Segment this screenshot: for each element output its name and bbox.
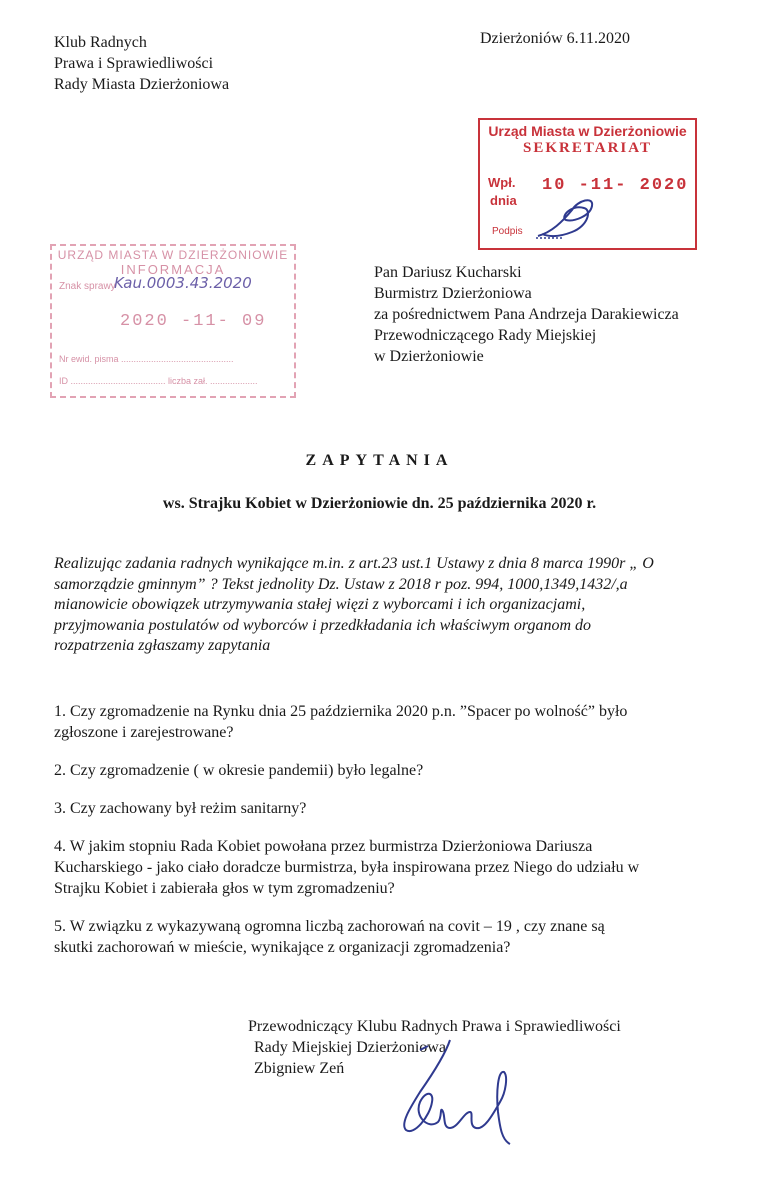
intro-line: samorządzie gminnym” ? Tekst jednolity Dz. Ustaw z 2018 r poz. 994, 1000,1349,1432/,a bbox=[54, 575, 628, 593]
letter-date: Dzierżoniów 6.11.2020 bbox=[480, 30, 631, 47]
document-subject: ws. Strajku Kobiet w Dzierżoniowie dn. 25 października 2020 r. bbox=[162, 495, 597, 512]
recipient-line: za pośrednictwem Pana Andrzeja Darakiewicza bbox=[374, 306, 679, 323]
question-item bbox=[54, 760, 744, 781]
question-line: Kucharskiego - jako ciało doradcze burmistrza, była inspirowana przez Niego do udziału w bbox=[54, 859, 640, 876]
question-line: zgłoszone i zarejestrowane? bbox=[54, 724, 234, 741]
recipient-line: Pan Dariusz Kucharski bbox=[374, 264, 522, 281]
stamp-reference-value: Kau.0003.43.2020 bbox=[114, 274, 252, 292]
intro-line: rozpatrzenia zgłaszamy zapytania bbox=[54, 637, 271, 654]
intro-line: mianowicie obowiązek utrzymywania stałej więzi z wyborcami i ich organizacjami, bbox=[54, 596, 586, 613]
stamp-signature-label: Podpis bbox=[492, 226, 523, 237]
sender-line: Prawa i Sprawiedliwości bbox=[54, 55, 214, 72]
sender-line: Rady Miasta Dzierżoniowa bbox=[54, 76, 230, 93]
question-line: 1. Czy zgromadzenie na Rynku dnia 25 października 2020 p.n. ”Spacer po wolność” było bbox=[54, 703, 628, 720]
recipient-line: w Dzierżoniowie bbox=[374, 348, 484, 365]
questions-list bbox=[54, 701, 744, 975]
question-line: 3. Czy zachowany był reżim sanitarny? bbox=[54, 800, 307, 817]
question-line: 5. W związku z wykazywaną ogromna liczbą zachorowań na covit – 19 , czy znane są bbox=[54, 918, 605, 935]
intro-line: Realizując zadania radnych wynikające m.in. z art.23 ust.1 Ustawy z dnia 8 marca 1990r „ O bbox=[54, 555, 654, 572]
stamp-date-label: dnia bbox=[490, 193, 517, 208]
question-item bbox=[54, 798, 744, 819]
stamp-id-label: ID ...................................... liczba zał. ................... bbox=[59, 376, 258, 386]
recipient-block bbox=[374, 262, 679, 367]
question-item bbox=[54, 701, 744, 743]
question-item bbox=[54, 836, 744, 899]
question-line: Strajku Kobiet i zabierała głos w tym zgromadzeniu? bbox=[54, 880, 395, 897]
stamp-received-date: 10 -11- 2020 bbox=[542, 176, 689, 195]
secretariat-stamp bbox=[478, 118, 697, 250]
stamp-office: URZĄD MIASTA W DZIERŻONIOWIE bbox=[57, 248, 289, 262]
stamp-reference-label: Znak sprawy bbox=[59, 281, 116, 292]
question-line: skutki zachorowań w mieście, wynikające z organizacji zgromadzenia? bbox=[54, 939, 511, 956]
sender-block bbox=[54, 32, 229, 95]
stamp-signature-icon bbox=[532, 192, 612, 242]
recipient-line: Przewodniczącego Rady Miejskiej bbox=[374, 327, 597, 344]
handwritten-signature-icon bbox=[380, 1032, 540, 1152]
stamp-department: SEKRETARIAT bbox=[523, 140, 652, 156]
information-stamp bbox=[50, 244, 296, 398]
signature-line: Zbigniew Zeń bbox=[254, 1060, 345, 1077]
question-item bbox=[54, 916, 744, 958]
sender-line: Klub Radnych bbox=[54, 34, 147, 51]
stamp-entry-label: Nr ewid. pisma ............................................. bbox=[59, 354, 234, 364]
question-line: 2. Czy zgromadzenie ( w okresie pandemii) było legalne? bbox=[54, 762, 424, 779]
document-title: ZAPYTANIA bbox=[305, 452, 454, 469]
recipient-line: Burmistrz Dzierżoniowa bbox=[374, 285, 532, 302]
stamp-department: INFORMACJA bbox=[120, 262, 226, 277]
stamp-office: Urząd Miasta w Dzierżoniowie bbox=[488, 123, 687, 139]
intro-paragraph bbox=[54, 554, 654, 657]
stamp-date: 2020 -11- 09 bbox=[120, 312, 267, 331]
signature-line: Przewodniczący Klubu Radnych Prawa i Sprawiedliwości bbox=[248, 1018, 621, 1035]
stamp-received-label: Wpł. bbox=[488, 175, 516, 190]
intro-line: przyjmowania postulatów od wyborców i przedkładania ich właściwym organom do bbox=[54, 616, 592, 634]
question-line: 4. W jakim stopniu Rada Kobiet powołana przez burmistrza Dzierżoniowa Dariusza bbox=[54, 838, 593, 855]
signature-line: Rady Miejskiej Dzierżoniowa bbox=[254, 1039, 446, 1056]
